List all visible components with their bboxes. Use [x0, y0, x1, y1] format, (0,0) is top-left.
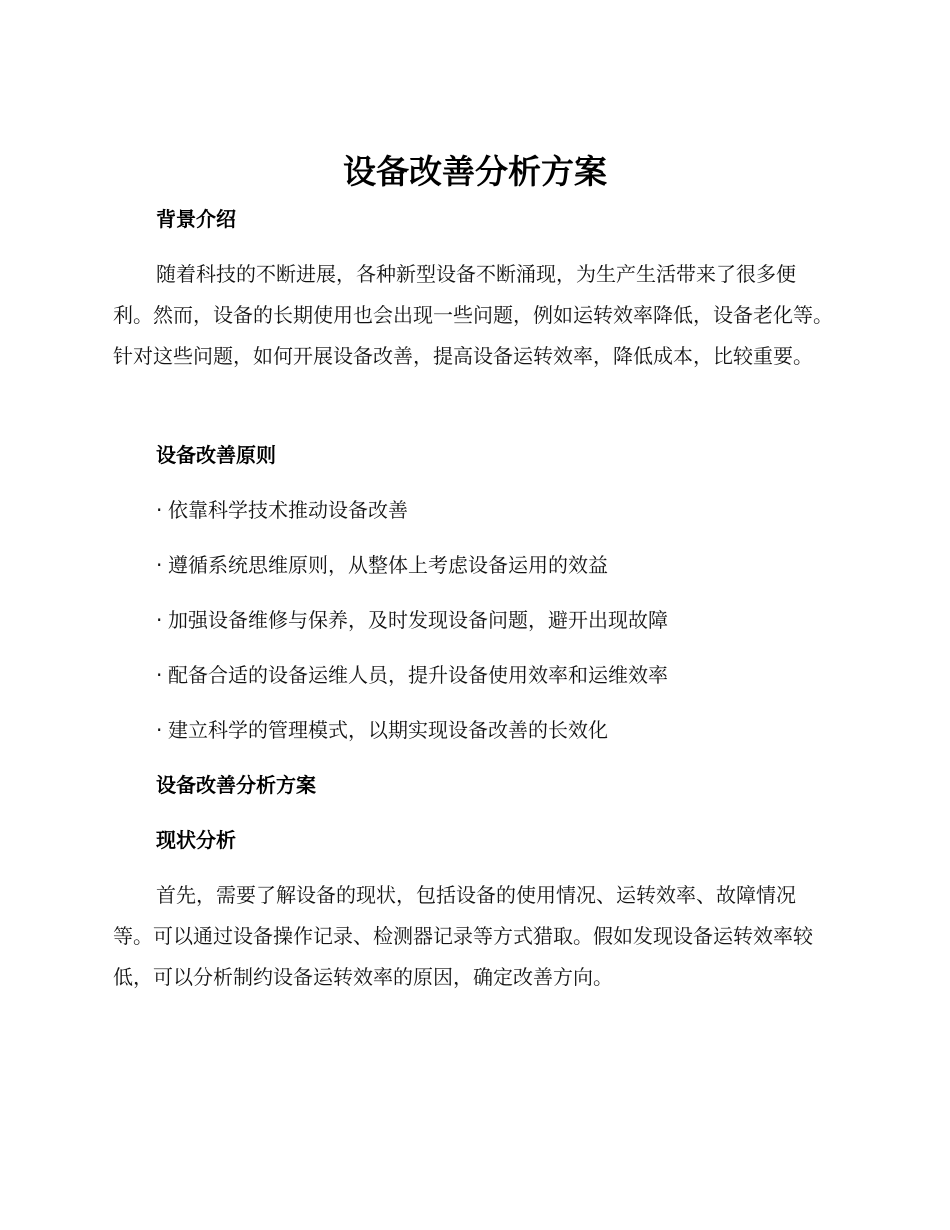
principle-item-text: 配备合适的设备运维人员，提升设备使用效率和运维效率: [168, 663, 668, 687]
principle-item: [156, 496, 408, 524]
section-heading-plan: 设备改善分析方案: [156, 773, 316, 797]
bullet-icon: ·: [156, 553, 163, 577]
principle-item-text: 建立科学的管理模式，以期实现设备改善的长效化: [168, 718, 608, 742]
page-title: 设备改善分析方案: [343, 152, 607, 191]
bullet-icon: ·: [156, 498, 163, 522]
bullet-icon: ·: [156, 608, 163, 632]
principle-item-text: 遵循系统思维原则，从整体上考虑设备运用的效益: [168, 553, 608, 577]
bullet-icon: ·: [156, 663, 163, 687]
principle-item: [156, 716, 608, 744]
section-heading-status: 现状分析: [156, 828, 236, 852]
section-heading-background: 背景介绍: [156, 207, 236, 231]
principle-item: [156, 606, 668, 634]
principle-item-text: 依靠科学技术推动设备改善: [168, 498, 408, 522]
status-paragraph: 首先，需要了解设备的现状，包括设备的使用情况、运转效率、故障情况等。可以通过设备操作记录、检测器记录等方式猎取。假如发现设备运转效率较低，可以分析制约设备运转效率的原因，确定改善方向。: [113, 883, 813, 989]
principle-item-text: 加强设备维修与保养，及时发现设备问题，避开出现故障: [168, 608, 668, 632]
section-heading-principles: 设备改善原则: [156, 443, 276, 467]
background-paragraph: 随着科技的不断进展，各种新型设备不断涌现，为生产生活带来了很多便利。然而，设备的长期使用也会出现一些问题，例如运转效率降低，设备老化等。针对这些问题，如何开展设备改善，提高设备运转效率，降低成本，比较重要。: [113, 262, 833, 368]
principle-item: [156, 551, 608, 579]
bullet-icon: ·: [156, 718, 163, 742]
principle-item: [156, 661, 668, 689]
